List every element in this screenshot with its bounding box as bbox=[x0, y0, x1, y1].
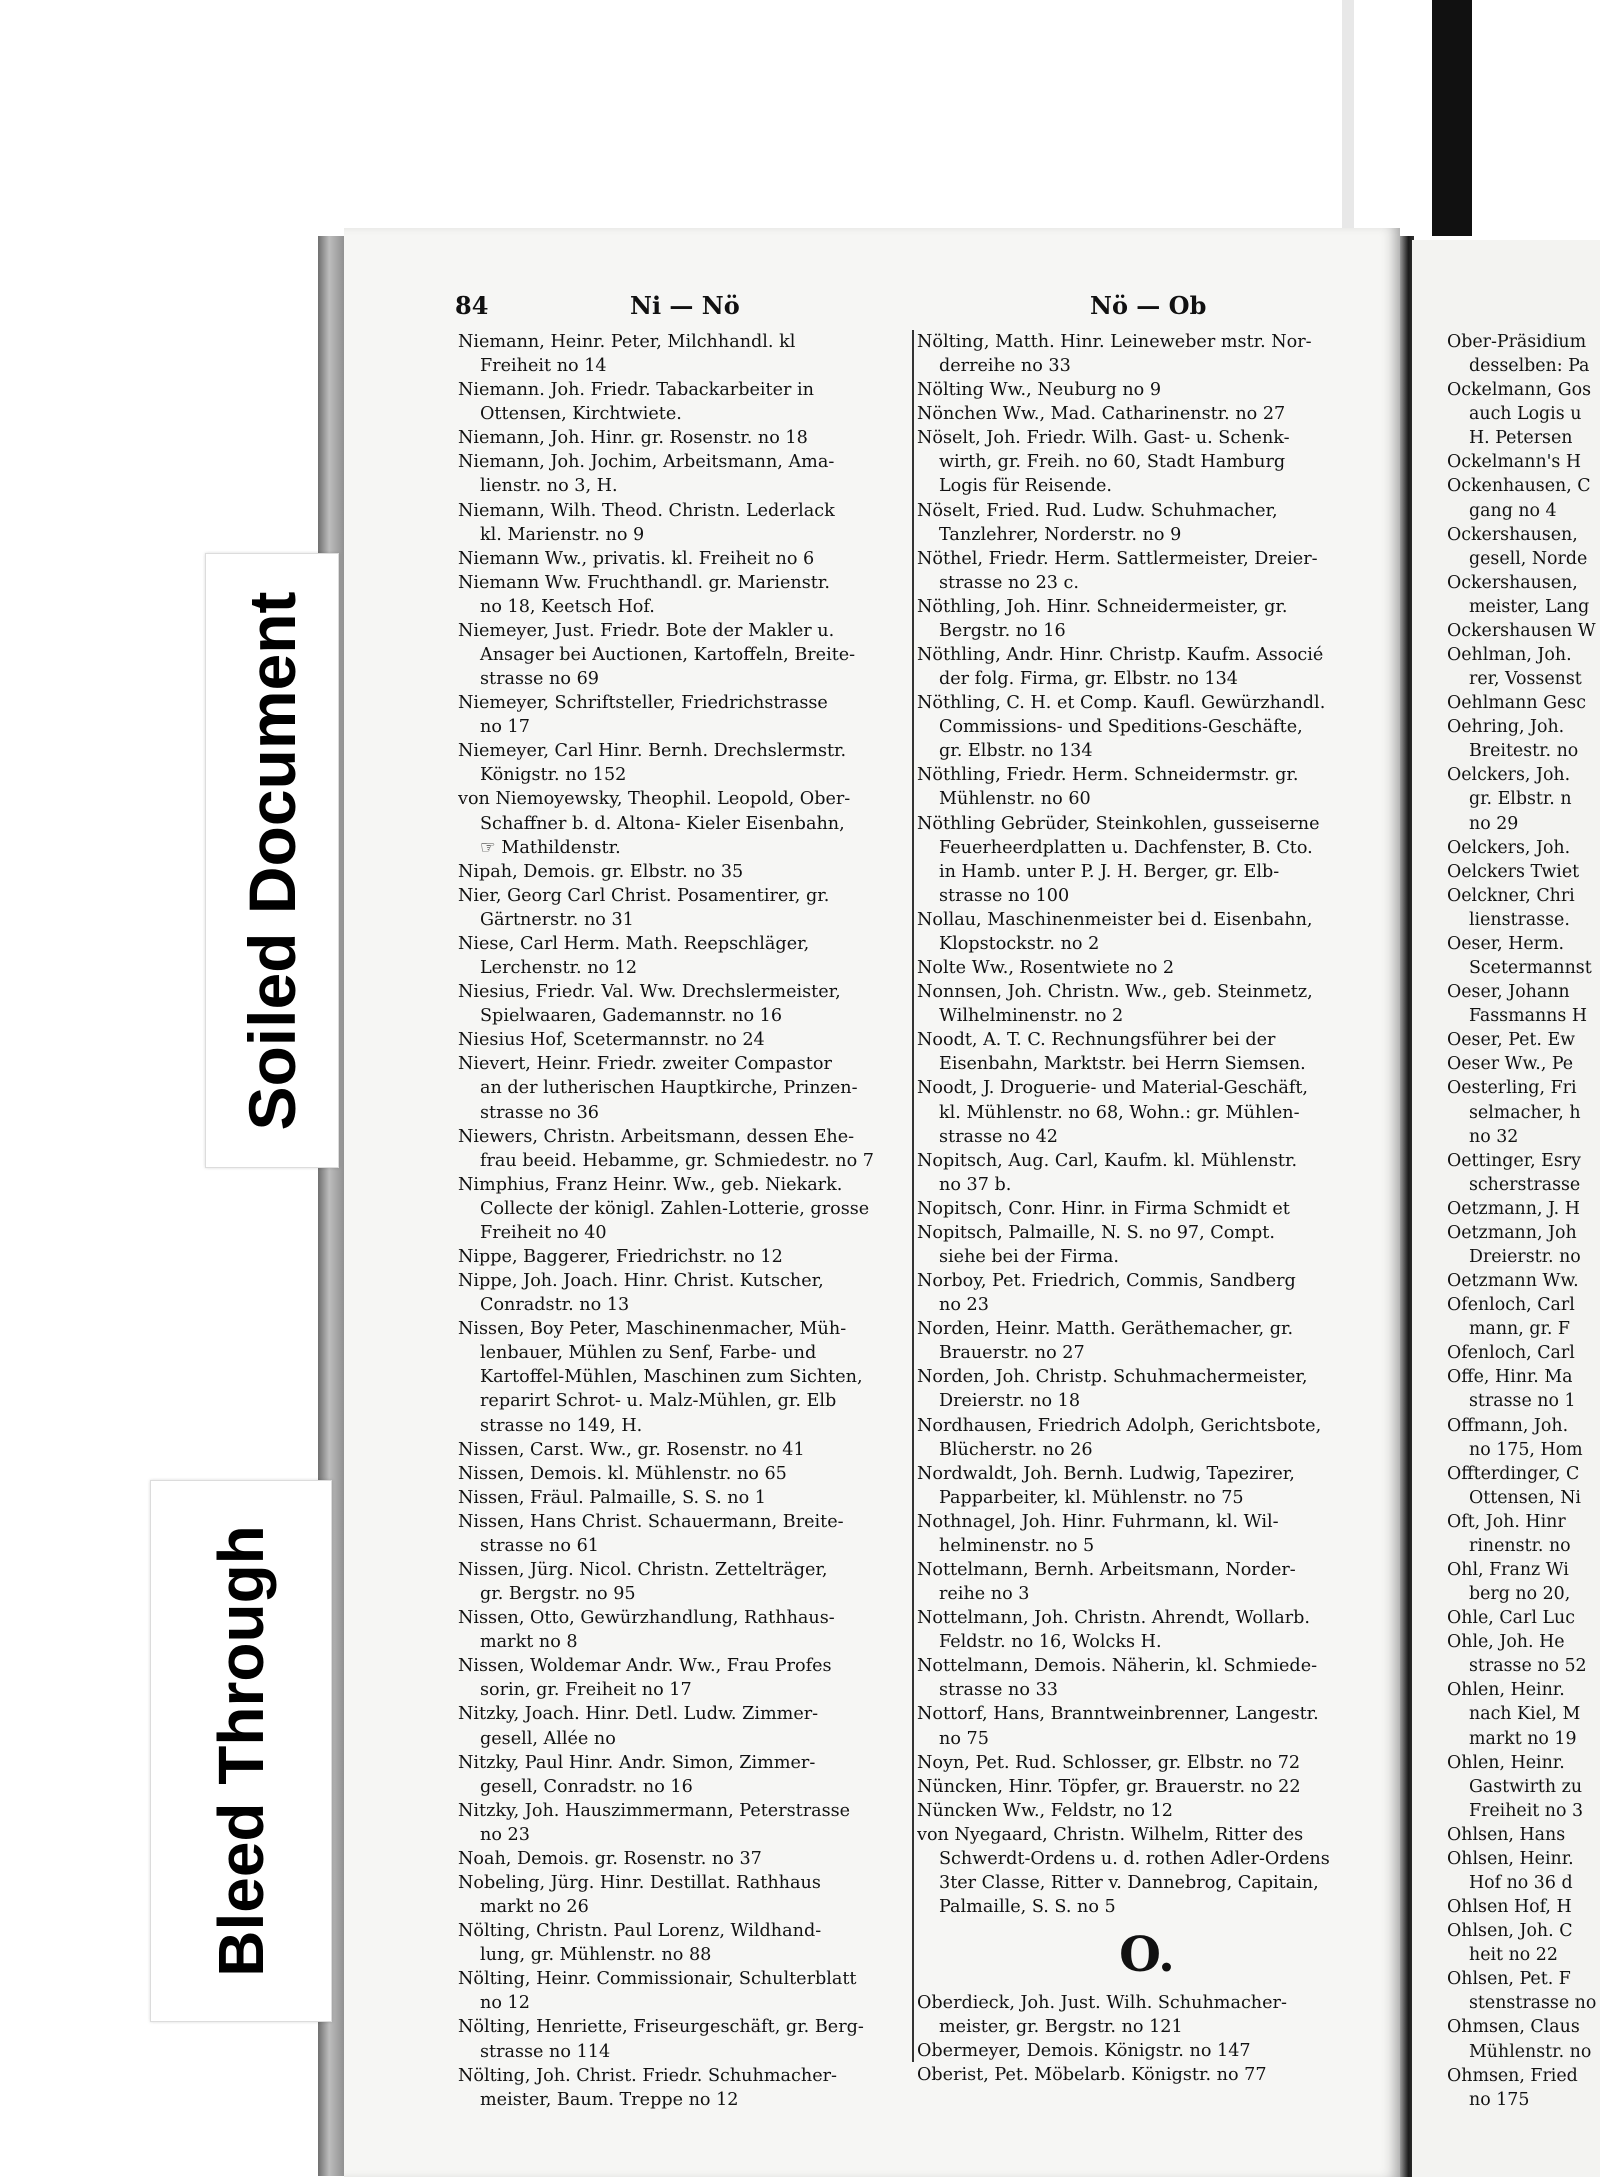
left-entry-line: no 23 bbox=[480, 1824, 530, 1845]
next-page-entry-line: Ofenloch, Carl bbox=[1447, 1343, 1575, 1364]
left-entry-line: Niewers, Christn. Arbeitsmann, dessen Ehe- bbox=[458, 1126, 855, 1147]
next-page-entry-line: Offterdinger, C bbox=[1447, 1463, 1580, 1484]
right-entry-line: Nölting Ww., Neuburg no 9 bbox=[917, 380, 1162, 401]
directory-column-left bbox=[458, 330, 908, 2112]
right-entry-line: Commissions- und Speditions-Geschäfte, bbox=[939, 717, 1303, 738]
right-entry-line: Nöselt, Joh. Friedr. Wilh. Gast- u. Schenk- bbox=[917, 428, 1290, 449]
next-page-entry-line: Oetzmann, J. H bbox=[1447, 1198, 1580, 1219]
running-head-left: Ni — Nö bbox=[630, 291, 740, 320]
column-divider bbox=[912, 330, 914, 2062]
left-entry-line: gesell, Conradstr. no 16 bbox=[480, 1776, 693, 1797]
right-entry-line: von Nyegaard, Christn. Wilhelm, Ritter des bbox=[917, 1824, 1304, 1845]
next-page-entry-line: Mühlenstr. no bbox=[1469, 2041, 1592, 2062]
right-entry-line: der folg. Firma, gr. Elbstr. no 134 bbox=[939, 669, 1238, 690]
right-entry-line: gr. Elbstr. no 134 bbox=[939, 741, 1093, 762]
left-entry-line: Nissen, Demois. kl. Mühlenstr. no 65 bbox=[458, 1463, 787, 1484]
right-entry-line: Noodt, A. T. C. Rechnungsführer bei der bbox=[917, 1030, 1276, 1051]
left-entry-line: Gärtnerstr. no 31 bbox=[480, 909, 634, 930]
next-page-entry-line: Oft, Joh. Hinr bbox=[1447, 1511, 1566, 1532]
next-page-entry-line: Scetermannst bbox=[1469, 958, 1592, 979]
right-entry-line: Schwerdt-Ordens u. d. rothen Adler-Ordens bbox=[939, 1848, 1330, 1869]
right-entry-line: Dreierstr. no 18 bbox=[939, 1391, 1081, 1412]
right-entry-line: Nordhausen, Friedrich Adolph, Gerichtsbote, bbox=[917, 1415, 1322, 1436]
left-entry-line: Nölting, Henriette, Friseurgeschäft, gr. Berg- bbox=[458, 2017, 864, 2038]
right-entry-line: meister, gr. Bergstr. no 121 bbox=[939, 2017, 1183, 2038]
left-entry-line: Nissen, Hans Christ. Schauermann, Breite- bbox=[458, 1511, 844, 1532]
right-entry-line: Nolte Ww., Rosentwiete no 2 bbox=[917, 958, 1175, 979]
right-entry-line: Nöthling, Andr. Hinr. Christp. Kaufm. Associé bbox=[917, 645, 1324, 666]
next-page-entry-line: Oesterling, Fri bbox=[1447, 1078, 1577, 1099]
left-entry-line: Niemann, Heinr. Peter, Milchhandl. kl bbox=[458, 332, 796, 352]
right-entry-line: Noodt, J. Droguerie- und Material-Geschäft, bbox=[917, 1078, 1309, 1099]
next-page-entry-line: auch Logis u bbox=[1469, 404, 1582, 425]
next-page-entry-line: Oeser, Herm. bbox=[1447, 933, 1565, 954]
next-page-entry-line: Ohle, Joh. He bbox=[1447, 1632, 1565, 1653]
left-entry-line: gr. Bergstr. no 95 bbox=[480, 1584, 636, 1605]
right-entry-line: strasse no 42 bbox=[939, 1126, 1058, 1147]
next-page-entry-line: rer, Vossenst bbox=[1469, 669, 1582, 690]
right-entry-line: Eisenbahn, Marktstr. bei Herrn Siemsen. bbox=[939, 1054, 1306, 1075]
left-entry-line: Niemann, Wilh. Theod. Christn. Lederlack bbox=[458, 500, 835, 521]
section-letter: O. bbox=[1119, 1927, 1175, 1984]
next-page-entry-line: Breitestr. no bbox=[1469, 741, 1579, 762]
right-entry-line: no 37 b. bbox=[939, 1174, 1012, 1195]
right-entry-line: Feuerheerdplatten u. Dachfenster, B. Cto. bbox=[939, 837, 1313, 858]
left-entry-line: Nölting, Heinr. Commissionair, Schulterblatt bbox=[458, 1969, 857, 1990]
next-page-entry-line: Offmann, Joh. bbox=[1447, 1415, 1569, 1436]
right-entry-line: Norden, Joh. Christp. Schuhmachermeister, bbox=[917, 1367, 1308, 1388]
page-gap bbox=[1342, 0, 1354, 232]
next-page-entry-line: Oeser Ww., Pe bbox=[1447, 1054, 1574, 1075]
left-entry-line: markt no 26 bbox=[480, 1897, 589, 1918]
next-page-entry-line: strasse no 52 bbox=[1469, 1656, 1587, 1677]
next-page-entry-line: Ohmsen, Fried bbox=[1447, 2065, 1578, 2086]
next-page-entry-line: Ohlsen, Hans bbox=[1447, 1824, 1566, 1845]
right-entry-line: Nölting, Matth. Hinr. Leineweber mstr. Nor- bbox=[917, 332, 1312, 352]
left-entry-line: Nissen, Boy Peter, Maschinenmacher, Müh- bbox=[458, 1319, 847, 1340]
right-entry-line: no 23 bbox=[939, 1295, 989, 1316]
next-page-entry-line: Ohlen, Heinr. bbox=[1447, 1752, 1565, 1773]
next-page-entry-line: Ohlsen, Pet. F bbox=[1447, 1969, 1571, 1990]
next-page-entry-line: gang no 4 bbox=[1469, 500, 1557, 521]
next-page-entry-line: mann, gr. F bbox=[1469, 1319, 1570, 1340]
right-entry-line: Papparbeiter, kl. Mühlenstr. no 75 bbox=[939, 1487, 1244, 1508]
left-entry-line: no 12 bbox=[480, 1993, 530, 2014]
right-entry-line: Feldstr. no 16, Wolcks H. bbox=[939, 1632, 1162, 1653]
bookmark-ribbon bbox=[1432, 0, 1472, 236]
right-entry-line: Nöthling Gebrüder, Steinkohlen, gusseiserne bbox=[917, 813, 1320, 834]
right-entry-line: in Hamb. unter P. J. H. Berger, gr. Elb- bbox=[939, 861, 1280, 882]
right-entry-line: Nottelmann, Joh. Christn. Ahrendt, Wollarb. bbox=[917, 1608, 1310, 1629]
next-page-entry-line: Oeser, Pet. Ew bbox=[1447, 1030, 1576, 1051]
left-entry-line: gesell, Allée no bbox=[480, 1728, 616, 1749]
left-entry-line: Niemann, Joh. Jochim, Arbeitsmann, Ama- bbox=[458, 452, 835, 473]
next-page-entry-line: Ober-Präsidium bbox=[1447, 332, 1587, 352]
left-entry-line: Noah, Demois. gr. Rosenstr. no 37 bbox=[458, 1848, 762, 1869]
next-page-entry-line: Ockenhausen, C bbox=[1447, 476, 1591, 497]
page-number: 84 bbox=[455, 291, 489, 320]
next-page-entry-line: Oelckers, Joh. bbox=[1447, 765, 1571, 786]
right-entry-line: Nopitsch, Conr. Hinr. in Firma Schmidt et bbox=[917, 1198, 1290, 1219]
right-entry-line: Nüncken Ww., Feldstr, no 12 bbox=[917, 1800, 1173, 1821]
right-entry-line: strasse no 100 bbox=[939, 885, 1070, 906]
left-entry-line: Freiheit no 14 bbox=[480, 356, 607, 377]
left-entry-line: strasse no 69 bbox=[480, 669, 599, 690]
next-page-entry-line: no 175, Hom bbox=[1469, 1439, 1583, 1460]
next-page-entry-line: nach Kiel, M bbox=[1469, 1704, 1581, 1725]
left-entry-line: Nissen, Fräul. Palmaille, S. S. no 1 bbox=[458, 1487, 767, 1508]
left-entry-line: Niemann. Joh. Friedr. Tabackarbeiter in bbox=[458, 380, 814, 401]
next-page-entry-line: no 29 bbox=[1469, 813, 1519, 834]
left-entry-line: Nissen, Carst. Ww., gr. Rosenstr. no 41 bbox=[458, 1439, 805, 1460]
left-entry-line: Lerchenstr. no 12 bbox=[480, 958, 638, 979]
left-entry-line: Collecte der königl. Zahlen-Lotterie, grosse bbox=[480, 1198, 870, 1219]
next-page-entry-line: Ohlsen, Joh. C bbox=[1447, 1921, 1573, 1942]
right-entry-line: Nottelmann, Demois. Näherin, kl. Schmiede- bbox=[917, 1656, 1318, 1677]
left-entry-line: Königstr. no 152 bbox=[480, 765, 627, 786]
next-page-entry-line: Ottensen, Ni bbox=[1469, 1487, 1581, 1508]
next-page-entry-line: Ohl, Franz Wi bbox=[1447, 1559, 1569, 1580]
next-page-entry-line: Ohlsen Hof, H bbox=[1447, 1897, 1572, 1918]
left-entry-line: reparirt Schrot- u. Malz-Mühlen, gr. Elb bbox=[480, 1391, 837, 1412]
right-entry-line: strasse no 23 c. bbox=[939, 572, 1080, 593]
next-page-entry-line: gr. Elbstr. n bbox=[1469, 789, 1572, 810]
right-entry-line: Brauerstr. no 27 bbox=[939, 1343, 1085, 1364]
right-entry-line: no 75 bbox=[939, 1728, 989, 1749]
right-entry-line: derreihe no 33 bbox=[939, 356, 1071, 377]
right-entry-line: Bergstr. no 16 bbox=[939, 620, 1066, 641]
next-page-entry-line: heit no 22 bbox=[1469, 1945, 1558, 1966]
next-page-entry-line: Oelckers Twiet bbox=[1447, 861, 1580, 882]
right-entry-line: Nöthling, Joh. Hinr. Schneidermeister, gr. bbox=[917, 596, 1288, 617]
right-entry-line: Wilhelminenstr. no 2 bbox=[939, 1006, 1124, 1027]
left-entry-line: lung, gr. Mühlenstr. no 88 bbox=[480, 1945, 712, 1966]
next-page-entry-line: gesell, Norde bbox=[1469, 548, 1588, 569]
right-entry-line: Nöthling, C. H. et Comp. Kaufl. Gewürzhandl. bbox=[917, 693, 1326, 714]
right-entry-line: Oberist, Pet. Möbelarb. Königstr. no 77 bbox=[917, 2065, 1267, 2086]
left-entry-line: Nobeling, Jürg. Hinr. Destillat. Rathhaus bbox=[458, 1873, 821, 1893]
next-page-entry-line: Ockershausen, bbox=[1447, 524, 1578, 545]
left-entry-line: Nölting, Joh. Christ. Friedr. Schuhmacher- bbox=[458, 2065, 837, 2086]
right-entry-line: Nottelmann, Bernh. Arbeitsmann, Norder- bbox=[917, 1559, 1296, 1580]
right-entry-line: Norden, Heinr. Matth. Geräthemacher, gr. bbox=[917, 1319, 1294, 1340]
left-entry-line: Nitzky, Paul Hinr. Andr. Simon, Zimmer- bbox=[458, 1752, 816, 1773]
right-entry-line: strasse no 33 bbox=[939, 1680, 1058, 1701]
next-page-entry-line: rinenstr. no bbox=[1469, 1535, 1571, 1556]
next-page-entry-line: strasse no 1 bbox=[1469, 1391, 1576, 1412]
left-entry-line: Nitzky, Joh. Hauszimmermann, Peterstrasse bbox=[458, 1800, 851, 1821]
left-entry-line: Nippe, Joh. Joach. Hinr. Christ. Kutscher, bbox=[458, 1271, 824, 1292]
next-page-entry-line: no 32 bbox=[1469, 1126, 1519, 1147]
left-entry-line: no 17 bbox=[480, 717, 530, 738]
right-entry-line: 3ter Classe, Ritter v. Dannebrog, Capitain, bbox=[939, 1873, 1319, 1893]
next-page-entry-line: Ohle, Carl Luc bbox=[1447, 1608, 1575, 1629]
right-entry-line: Nothnagel, Joh. Hinr. Fuhrmann, kl. Wil- bbox=[917, 1511, 1279, 1532]
left-entry-line: meister, Baum. Treppe no 12 bbox=[480, 2089, 739, 2110]
next-page-entry-line: Oelckner, Chri bbox=[1447, 885, 1575, 906]
left-entry-line: Schaffner b. d. Altona- Kieler Eisenbahn, bbox=[480, 813, 845, 834]
directory-column-right bbox=[917, 330, 1377, 2087]
left-entry-line: lienstr. no 3, H. bbox=[480, 476, 618, 497]
next-page-entry-line: Oetzmann, Joh bbox=[1447, 1222, 1577, 1243]
next-page-entry-line: Ockershausen, bbox=[1447, 572, 1578, 593]
right-entry-line: helminenstr. no 5 bbox=[939, 1535, 1095, 1556]
left-entry-line: strasse no 114 bbox=[480, 2041, 611, 2062]
next-page-entry-line: Ohlen, Heinr. bbox=[1447, 1680, 1565, 1701]
left-entry-line: Nissen, Jürg. Nicol. Christn. Zettelträger, bbox=[458, 1559, 828, 1580]
right-entry-line: Obermeyer, Demois. Königstr. no 147 bbox=[917, 2041, 1251, 2062]
right-entry-line: Logis für Reisende. bbox=[939, 476, 1112, 497]
next-page-entry-line: scherstrasse bbox=[1469, 1174, 1581, 1195]
directory-column-next-page bbox=[1447, 330, 1600, 2112]
next-page-entry-line: Oehlmann Gesc bbox=[1447, 693, 1586, 714]
next-page-entry-line: no 175 bbox=[1469, 2089, 1530, 2110]
right-entry-line: Nöthel, Friedr. Herm. Sattlermeister, Dreier- bbox=[917, 548, 1318, 569]
left-entry-line: strasse no 36 bbox=[480, 1102, 599, 1123]
next-page-entry-line: markt no 19 bbox=[1469, 1728, 1577, 1749]
next-page-entry-line: meister, Lang bbox=[1469, 596, 1590, 617]
right-entry-line: Tanzlehrer, Norderstr. no 9 bbox=[939, 524, 1182, 545]
left-entry-line: Niemeyer, Just. Friedr. Bote der Makler u. bbox=[458, 620, 835, 641]
left-entry-line: kl. Marienstr. no 9 bbox=[480, 524, 645, 545]
left-entry-line: ☞ Mathildenstr. bbox=[480, 837, 621, 858]
next-page-entry-line: Ockelmann, Gos bbox=[1447, 380, 1591, 401]
next-page-entry-line: lienstrasse. bbox=[1469, 909, 1570, 930]
running-head-right: Nö — Ob bbox=[1090, 291, 1207, 320]
bleed-through-text: Bleed Through bbox=[205, 1525, 277, 1977]
left-entry-line: Nölting, Christn. Paul Lorenz, Wildhand- bbox=[458, 1921, 822, 1942]
right-entry-line: Blücherstr. no 26 bbox=[939, 1439, 1093, 1460]
left-entry-line: Nissen, Otto, Gewürzhandlung, Rathhaus- bbox=[458, 1608, 835, 1629]
next-page-entry-line: H. Petersen bbox=[1469, 428, 1573, 449]
left-entry-line: Freiheit no 40 bbox=[480, 1222, 607, 1243]
left-entry-line: Niesius Hof, Scetermannstr. no 24 bbox=[458, 1030, 765, 1051]
next-page-entry-line: stenstrasse no bbox=[1469, 1993, 1597, 2014]
next-page-entry-line: Ohlsen, Heinr. bbox=[1447, 1848, 1574, 1869]
left-entry-line: markt no 8 bbox=[480, 1632, 578, 1653]
right-entry-line: Nöselt, Fried. Rud. Ludw. Schuhmacher, bbox=[917, 500, 1278, 521]
soiled-document-text: Soiled Document bbox=[235, 590, 309, 1131]
next-page-entry-line: Dreierstr. no bbox=[1469, 1246, 1581, 1267]
right-entry-line: siehe bei der Firma. bbox=[939, 1246, 1119, 1267]
left-entry-line: Niemann, Joh. Hinr. gr. Rosenstr. no 18 bbox=[458, 428, 808, 449]
left-entry-line: Nipah, Demois. gr. Elbstr. no 35 bbox=[458, 861, 744, 882]
next-page-entry-line: desselben: Pa bbox=[1469, 356, 1590, 377]
left-entry-line: Kartoffel-Mühlen, Maschinen zum Sichten, bbox=[480, 1367, 863, 1388]
next-page-entry-line: Oehlman, Joh. bbox=[1447, 645, 1572, 666]
bleed-through-label bbox=[150, 1480, 332, 2022]
left-entry-line: strasse no 149, H. bbox=[480, 1415, 643, 1436]
right-entry-line: Nopitsch, Aug. Carl, Kaufm. kl. Mühlenstr. bbox=[917, 1150, 1298, 1171]
right-entry-line: Nordwaldt, Joh. Bernh. Ludwig, Tapezirer, bbox=[917, 1463, 1295, 1484]
right-entry-line: Nüncken, Hinr. Töpfer, gr. Brauerstr. no 22 bbox=[917, 1776, 1301, 1797]
left-entry-line: Niemeyer, Carl Hinr. Bernh. Drechslermstr. bbox=[458, 741, 847, 762]
left-entry-line: lenbauer, Mühlen zu Senf, Farbe- und bbox=[480, 1343, 817, 1364]
next-page-entry-line: Oelckers, Joh. bbox=[1447, 837, 1571, 858]
next-page-entry-line: Oetzmann Ww. bbox=[1447, 1271, 1579, 1292]
next-page-entry-line: Offe, Hinr. Ma bbox=[1447, 1367, 1573, 1388]
next-page-entry-line: Ohmsen, Claus bbox=[1447, 2017, 1580, 2038]
left-entry-line: Nissen, Woldemar Andr. Ww., Frau Profes bbox=[458, 1656, 832, 1677]
left-entry-line: Conradstr. no 13 bbox=[480, 1295, 630, 1316]
next-page-entry-line: Hof no 36 d bbox=[1469, 1873, 1573, 1893]
right-entry-line: Nopitsch, Palmaille, N. S. no 97, Compt. bbox=[917, 1222, 1275, 1243]
right-entry-line: Nönchen Ww., Mad. Catharinenstr. no 27 bbox=[917, 404, 1286, 425]
next-page-entry-line: selmacher, h bbox=[1469, 1102, 1581, 1123]
left-entry-line: sorin, gr. Freiheit no 17 bbox=[480, 1680, 692, 1701]
next-page-entry-line: Ofenloch, Carl bbox=[1447, 1295, 1575, 1316]
right-entry-line: kl. Mühlenstr. no 68, Wohn.: gr. Mühlen- bbox=[939, 1102, 1300, 1123]
left-entry-line: Ansager bei Auctionen, Kartoffeln, Breite- bbox=[480, 645, 856, 666]
right-entry-line: Noyn, Pet. Rud. Schlosser, gr. Elbstr. no 72 bbox=[917, 1752, 1301, 1773]
right-entry-line: Oberdieck, Joh. Just. Wilh. Schuhmacher- bbox=[917, 1993, 1287, 2014]
right-entry-line: Nottorf, Hans, Branntweinbrenner, Langestr. bbox=[917, 1704, 1319, 1725]
left-entry-line: Niemeyer, Schriftsteller, Friedrichstrasse bbox=[458, 693, 828, 714]
next-page-entry-line: Oehring, Joh. bbox=[1447, 717, 1565, 738]
right-entry-line: Norboy, Pet. Friedrich, Commis, Sandberg bbox=[917, 1271, 1296, 1292]
left-entry-line: Nitzky, Joach. Hinr. Detl. Ludw. Zimmer- bbox=[458, 1704, 819, 1725]
left-entry-line: no 18, Keetsch Hof. bbox=[480, 596, 655, 617]
next-page-entry-line: berg no 20, bbox=[1469, 1584, 1571, 1605]
next-page-entry-line: Oeser, Johann bbox=[1447, 982, 1570, 1003]
left-entry-line: Spielwaaren, Gademannstr. no 16 bbox=[480, 1006, 783, 1027]
soiled-document-label bbox=[205, 553, 339, 1168]
right-entry-line: Palmaille, S. S. no 5 bbox=[939, 1897, 1116, 1918]
left-entry-line: Ottensen, Kirchtwiete. bbox=[480, 404, 682, 425]
left-entry-line: Nievert, Heinr. Friedr. zweiter Compastor bbox=[458, 1054, 832, 1075]
left-entry-line: an der lutherischen Hauptkirche, Prinzen- bbox=[480, 1078, 858, 1099]
left-entry-line: Nier, Georg Carl Christ. Posamentirer, gr. bbox=[458, 885, 830, 906]
left-entry-line: Niesius, Friedr. Val. Ww. Drechslermeister, bbox=[458, 982, 841, 1003]
next-page-entry-line: Fassmanns H bbox=[1469, 1006, 1587, 1027]
right-entry-line: reihe no 3 bbox=[939, 1584, 1030, 1605]
right-entry-line: Klopstockstr. no 2 bbox=[939, 933, 1100, 954]
next-page-entry-line: Gastwirth zu bbox=[1469, 1776, 1583, 1797]
next-page-entry-line: Ockelmann's H bbox=[1447, 452, 1582, 473]
left-entry-line: von Niemoyewsky, Theophil. Leopold, Ober- bbox=[458, 789, 851, 810]
left-entry-line: Nimphius, Franz Heinr. Ww., geb. Niekark. bbox=[458, 1174, 843, 1195]
right-entry-line: wirth, gr. Freih. no 60, Stadt Hamburg bbox=[939, 452, 1286, 473]
next-page-entry-line: Freiheit no 3 bbox=[1469, 1800, 1584, 1821]
left-entry-line: frau beeid. Hebamme, gr. Schmiedestr. no 7 bbox=[480, 1150, 874, 1171]
left-entry-line: Nippe, Baggerer, Friedrichstr. no 12 bbox=[458, 1246, 783, 1267]
left-entry-line: Niemann Ww., privatis. kl. Freiheit no 6 bbox=[458, 548, 815, 569]
left-entry-line: Niese, Carl Herm. Math. Reepschläger, bbox=[458, 933, 810, 954]
right-entry-line: Nöthling, Friedr. Herm. Schneidermstr. gr. bbox=[917, 765, 1299, 786]
next-page-entry-line: Ockershausen W bbox=[1447, 620, 1596, 641]
right-entry-line: Nollau, Maschinenmeister bei d. Eisenbahn, bbox=[917, 909, 1313, 930]
left-entry-line: Niemann Ww. Fruchthandl. gr. Marienstr. bbox=[458, 572, 830, 593]
right-entry-line: Mühlenstr. no 60 bbox=[939, 789, 1091, 810]
right-entry-line: Nonnsen, Joh. Christn. Ww., geb. Steinmetz, bbox=[917, 982, 1313, 1003]
left-entry-line: strasse no 61 bbox=[480, 1535, 599, 1556]
next-page-entry-line: Oettinger, Esry bbox=[1447, 1150, 1581, 1171]
